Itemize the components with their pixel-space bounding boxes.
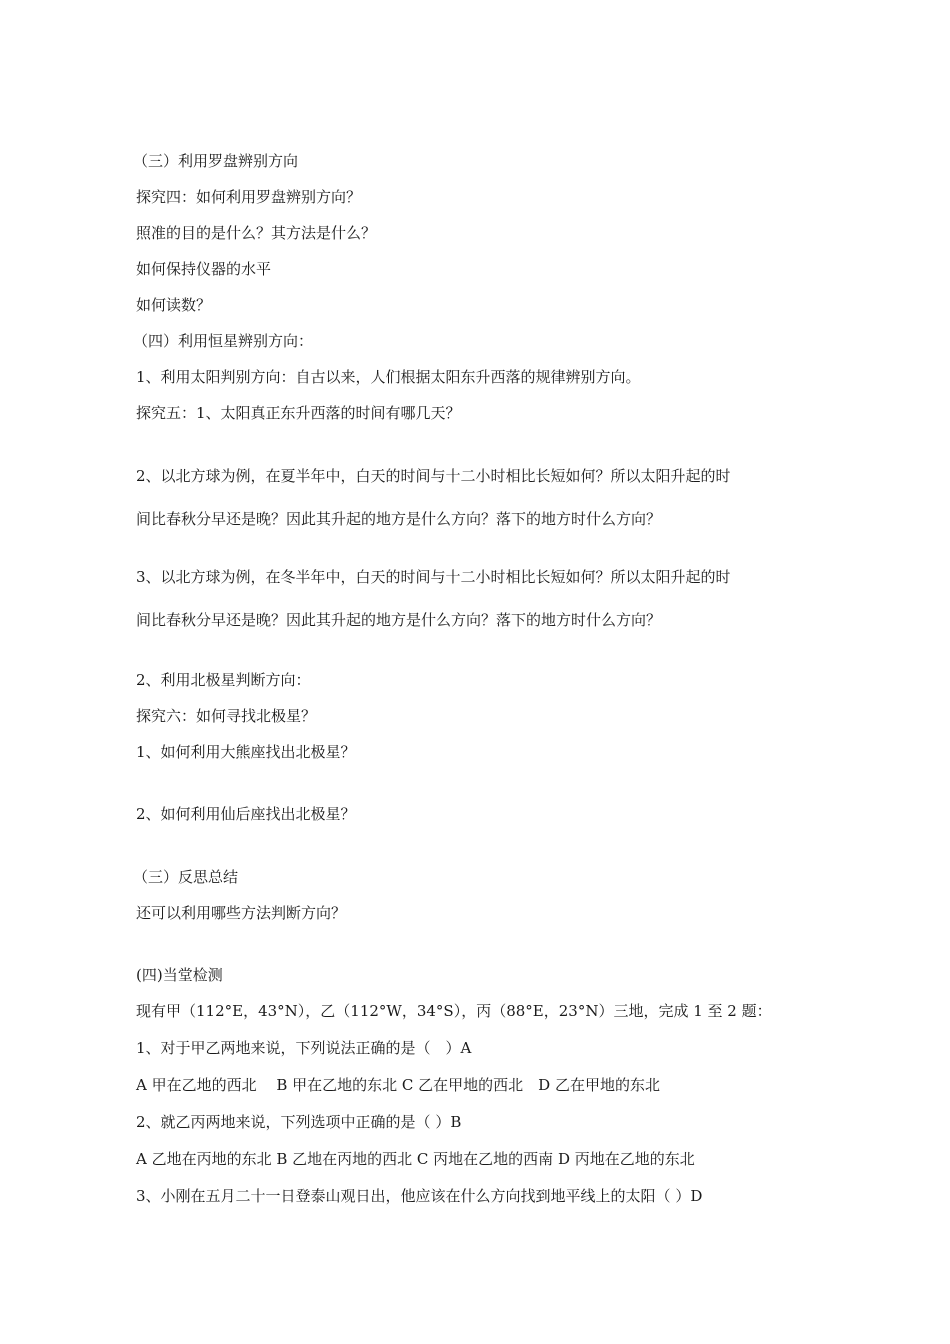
summer-question-line2: 间比春秋分早还是晚？因此其升起的地方是什么方向？落下的地方时什么方向？ — [136, 510, 662, 528]
test-question-1: 1、对于甲乙两地来说，下列说法正确的是（ ）A — [136, 1039, 472, 1057]
question-reading: 如何读数？ — [136, 296, 212, 314]
winter-question-line1: 3、以北方球为例，在冬半年中，白天的时间与十二小时相比长短如何？所以太阳升起的时 — [136, 568, 731, 586]
winter-question-line2: 间比春秋分早还是晚？因此其升起的地方是什么方向？落下的地方时什么方向？ — [136, 611, 662, 629]
test-intro: 现有甲（112°E，43°N），乙（112°W，34°S），丙（88°E，23°N）三地，完成 1 至 2 题： — [136, 1002, 772, 1020]
inquiry-six: 探究六：如何寻找北极星？ — [136, 707, 317, 725]
polaris-heading: 2、利用北极星判断方向： — [136, 671, 311, 689]
test-question-2: 2、就乙丙两地来说，下列选项中正确的是（ ）B — [136, 1113, 462, 1131]
question-aiming: 照准的目的是什么？其方法是什么？ — [136, 224, 377, 242]
test-question-2-options: A 乙地在丙地的东北 B 乙地在丙地的西北 C 丙地在乙地的西南 D 丙地在乙地的东北 — [136, 1150, 695, 1168]
inquiry-five: 探究五：1、太阳真正东升西落的时间有哪几天？ — [136, 404, 461, 422]
sun-direction-intro: 1、利用太阳判别方向：自古以来，人们根据太阳东升西落的规律辨别方向。 — [136, 368, 641, 386]
test-heading: (四)当堂检测 — [136, 966, 223, 984]
reflection-question: 还可以利用哪些方法判断方向？ — [136, 904, 347, 922]
test-question-1-options: A 甲在乙地的西北 B 甲在乙地的东北 C 乙在甲地的西北 D 乙在甲地的东北 — [136, 1076, 660, 1094]
summer-question-line1: 2、以北方球为例，在夏半年中，白天的时间与十二小时相比长短如何？所以太阳升起的时 — [136, 467, 731, 485]
reflection-heading: （三）反思总结 — [133, 868, 239, 886]
section-heading-stars: （四）利用恒星辨别方向： — [133, 332, 314, 350]
big-dipper-question: 1、如何利用大熊座找出北极星？ — [136, 743, 356, 761]
test-question-3: 3、小刚在五月二十一日登泰山观日出，他应该在什么方向找到地平线上的太阳（ ）D — [136, 1187, 703, 1205]
question-level: 如何保持仪器的水平 — [136, 260, 272, 278]
section-heading-compass: （三）利用罗盘辨别方向 — [133, 152, 299, 170]
inquiry-four: 探究四：如何利用罗盘辨别方向？ — [136, 188, 362, 206]
cassiopeia-question: 2、如何利用仙后座找出北极星？ — [136, 805, 356, 823]
